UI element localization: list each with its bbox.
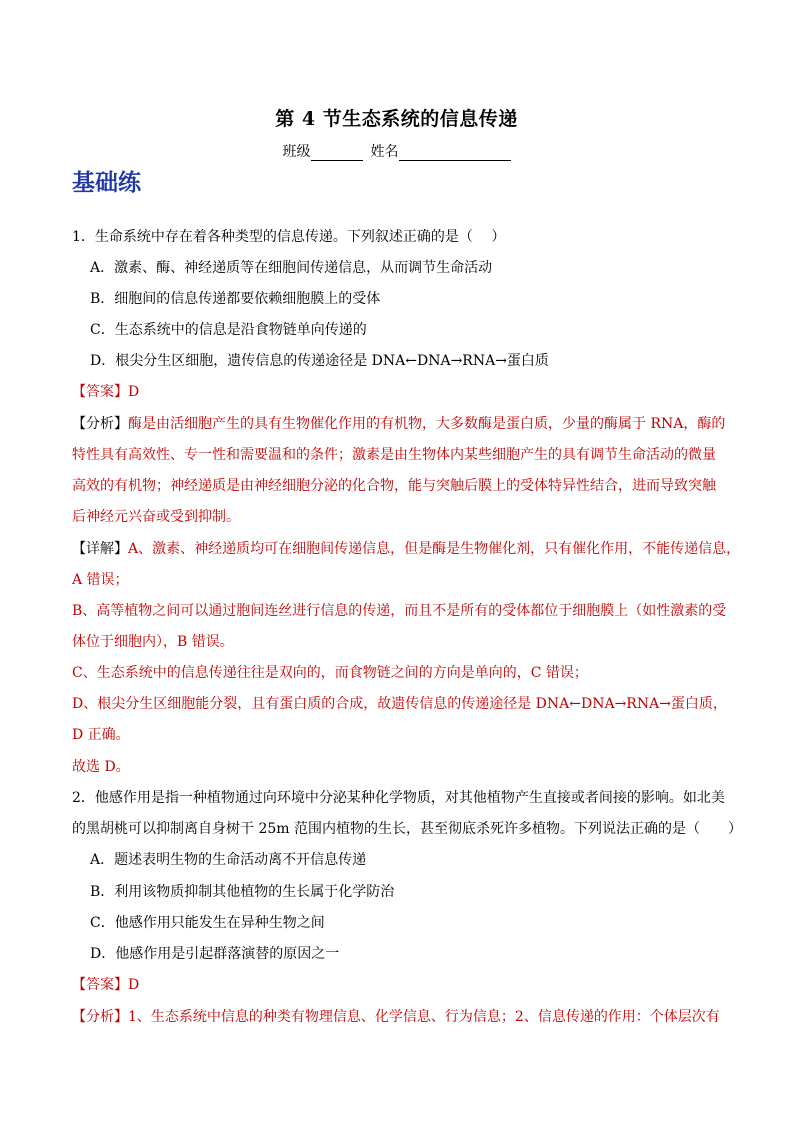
question-1-option-b: B．细胞间的信息传递都要依赖细胞膜上的受体 — [90, 291, 381, 307]
question-2-stem: 2．他感作用是指一种植物通过向环境中分泌某种化学物质，对其他植物产生直接或者间接的影响。如北美 — [72, 790, 725, 806]
section-heading: 基础练 — [72, 169, 141, 196]
answer-tag: 【答案】 — [72, 384, 128, 400]
question-2-option-a: A．题述表明生物的生命活动离不开信息传递 — [90, 852, 367, 868]
question-1-detail-line: D、根尖分生区细胞能分裂，且有蛋白质的合成，故遗传信息的传递途径是 DNA←DNA→RNA→蛋白质， — [72, 696, 727, 712]
question-1-option-a: A．激素、酶、神经递质等在细胞间传递信息，从而调节生命活动 — [90, 260, 493, 276]
detail-tag: 【详解】 — [72, 541, 128, 557]
analysis-text: 1、生态系统中信息的种类有物理信息、化学信息、行为信息；2、信息传递的作用：个体层次有 — [128, 1009, 720, 1025]
answer-value: D — [128, 977, 140, 993]
analysis-tag: 【分析】 — [72, 1009, 128, 1025]
question-1-option-d: D．根尖分生区细胞，遗传信息的传递途径是 DNA←DNA→RNA→蛋白质 — [90, 353, 549, 369]
question-1-analysis-line: 特性具有高效性、专一性和需要温和的条件；激素是由生物体内某些细胞产生的具有调节生命活动的微量 — [72, 447, 716, 463]
page-title: 第 4 节生态系统的信息传递 — [275, 108, 518, 130]
question-2-option-d: D．他感作用是引起群落演替的原因之一 — [90, 946, 340, 962]
question-2-answer — [72, 975, 722, 995]
student-info-line — [0, 141, 793, 161]
question-1-detail-line: B、高等植物之间可以通过胞间连丝进行信息的传递，而且不是所有的受体都位于细胞膜上（如性激素的受 — [72, 603, 727, 619]
question-1-analysis-line: 高效的有机物；神经递质是由神经细胞分泌的化合物，能与突触后膜上的受体特异性结合，进而导致突触 — [72, 478, 716, 494]
question-2-stem: 的黑胡桃可以抑制离自身树干 25m 范围内植物的生长，甚至彻底杀死许多植物。下列说法正确的是（ ） — [72, 821, 742, 837]
question-1-analysis-line — [72, 414, 726, 434]
analysis-text: 酶是由活细胞产生的具有生物催化作用的有机物，大多数酶是蛋白质，少量的酶属于 RNA，酶的 — [128, 416, 726, 432]
class-blank — [311, 147, 363, 161]
name-blank — [399, 147, 511, 161]
question-1-stem: 1．生命系统中存在着各种类型的信息传递。下列叙述正确的是（ ） — [72, 229, 506, 245]
question-2-option-b: B．利用该物质抑制其他植物的生长属于化学防治 — [90, 884, 395, 900]
question-2-option-c: C．他感作用只能发生在异种生物之间 — [90, 915, 325, 931]
question-1-conclusion: 故选 D。 — [72, 759, 130, 775]
question-1-detail-line: D 正确。 — [72, 727, 130, 743]
question-1-analysis-line: 后神经元兴奋或受到抑制。 — [72, 509, 240, 525]
analysis-tag: 【分析】 — [72, 416, 128, 432]
answer-value: D — [128, 384, 140, 400]
question-1-detail-line: 体位于细胞内），B 错误。 — [72, 634, 234, 650]
question-1-answer — [72, 382, 722, 402]
name-label: 姓名 — [370, 144, 399, 160]
class-label: 班级 — [282, 144, 311, 160]
question-1-detail-line: A 错误； — [72, 572, 129, 588]
detail-text: A、激素、神经递质均可在细胞间传递信息，但是酶是生物催化剂，只有催化作用，不能传递信息， — [128, 541, 741, 557]
question-1-option-c: C．生态系统中的信息是沿食物链单向传递的 — [90, 322, 367, 338]
answer-tag: 【答案】 — [72, 977, 128, 993]
question-1-detail-line: C、生态系统中的信息传递往往是双向的，而食物链之间的方向是单向的，C 错误； — [72, 665, 588, 681]
question-2-analysis-line — [72, 1007, 722, 1027]
question-1-detail-line — [72, 539, 741, 559]
